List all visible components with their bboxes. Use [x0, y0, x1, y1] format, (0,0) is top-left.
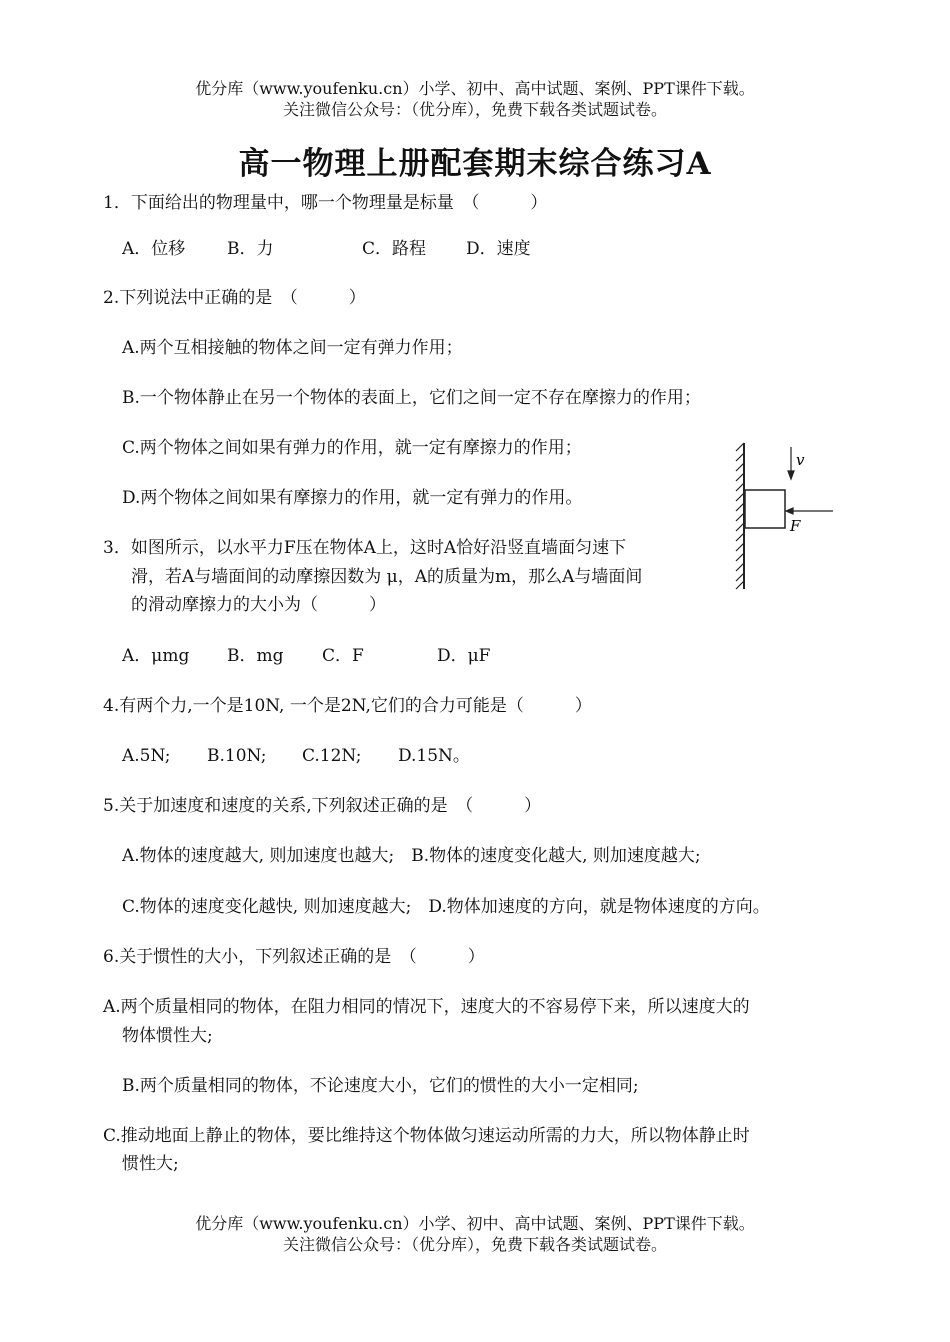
wall-hatching	[736, 443, 744, 589]
q6-option-a-line-1: A.两个质量相同的物体，在阻力相同的情况下，速度大的不容易停下来，所以速度大的	[103, 997, 750, 1017]
q2-option-a: A.两个互相接触的物体之间一定有弹力作用；	[122, 338, 463, 358]
q5-stem: 5.关于加速度和速度的关系,下列叙述正确的是 （ ）	[103, 796, 542, 816]
q4-option-b: B.10N;	[207, 746, 267, 766]
force-label: F	[790, 517, 801, 535]
q5-options-cd: C.物体的速度变化越快, 则加速度越大; D.物体加速度的方向，就是物体速度的方向。	[122, 897, 770, 917]
q4-option-d: D.15N。	[398, 746, 470, 766]
page-header	[0, 78, 950, 120]
q6-option-a-line-2: 物体惯性大;	[122, 1026, 213, 1046]
q4-option-c: C.12N;	[302, 746, 362, 766]
q1-option-b: B．力	[227, 239, 274, 259]
q3-option-d: D．μF	[437, 646, 491, 666]
q1-option-a: A．位移	[122, 239, 186, 259]
q1-option-d: D．速度	[466, 239, 531, 259]
q3-stem-line-3: 的滑动摩擦力的大小为（ ）	[131, 595, 386, 615]
velocity-arrow	[788, 447, 794, 479]
q1-stem: 1．下面给出的物理量中，哪一个物理量是标量 （ ）	[103, 193, 548, 213]
q6-option-b: B.两个质量相同的物体，不论速度大小，它们的惯性的大小一定相同;	[122, 1076, 639, 1096]
q6-option-c-line-2: 惯性大;	[122, 1154, 179, 1174]
q2-option-c: C.两个物体之间如果有弹力的作用，就一定有摩擦力的作用；	[122, 438, 582, 458]
q2-option-d: D.两个物体之间如果有摩擦力的作用，就一定有弹力的作用。	[122, 488, 583, 508]
header-line-1: 优分库（www.youfenku.cn）小学、初中、高中试题、案例、PPT课件下载。	[195, 79, 755, 98]
q6-stem: 6.关于惯性的大小，下列叙述正确的是 （ ）	[103, 947, 485, 967]
q2-stem: 2.下列说法中正确的是 （ ）	[103, 288, 366, 308]
q3-option-a: A．μmg	[122, 646, 190, 666]
q4-option-a: A.5N;	[122, 746, 171, 766]
q3-stem-line-2: 滑，若A与墙面间的动摩擦因数为 μ，A的质量为m，那么A与墙面间	[131, 567, 643, 587]
q3-option-c: C．F	[322, 646, 364, 666]
header-line-2: 关注微信公众号：（优分库），免费下载各类试题试卷。	[282, 100, 667, 119]
velocity-label: v	[796, 451, 805, 469]
q4-stem: 4.有两个力,一个是10N, 一个是2N,它们的合力可能是（ ）	[103, 696, 592, 716]
q6-option-c-line-1: C.推动地面上静止的物体，要比维持这个物体做匀速运动所需的力大，所以物体静止时	[103, 1126, 750, 1146]
q1-option-c: C．路程	[362, 239, 427, 259]
footer-line-1: 优分库（www.youfenku.cn）小学、初中、高中试题、案例、PPT课件下载。	[195, 1214, 755, 1233]
page-footer	[0, 1213, 950, 1255]
block-a	[745, 490, 785, 528]
force-arrow	[786, 508, 833, 514]
q2-option-b: B.一个物体静止在另一个物体的表面上，它们之间一定不存在摩擦力的作用；	[122, 388, 701, 408]
q3-stem-line-1: 3．如图所示，以水平力F压在物体A上，这时A恰好沿竖直墙面匀速下	[103, 538, 627, 558]
q5-options-ab: A.物体的速度越大, 则加速度也越大; B.物体的速度变化越大, 则加速度越大;	[122, 846, 701, 866]
q3-option-b: B．mg	[227, 646, 284, 666]
wall-block-figure	[733, 441, 843, 591]
page-title: 高一物理上册配套期末综合练习A	[238, 146, 712, 182]
footer-line-2: 关注微信公众号：（优分库），免费下载各类试题试卷。	[282, 1235, 667, 1254]
